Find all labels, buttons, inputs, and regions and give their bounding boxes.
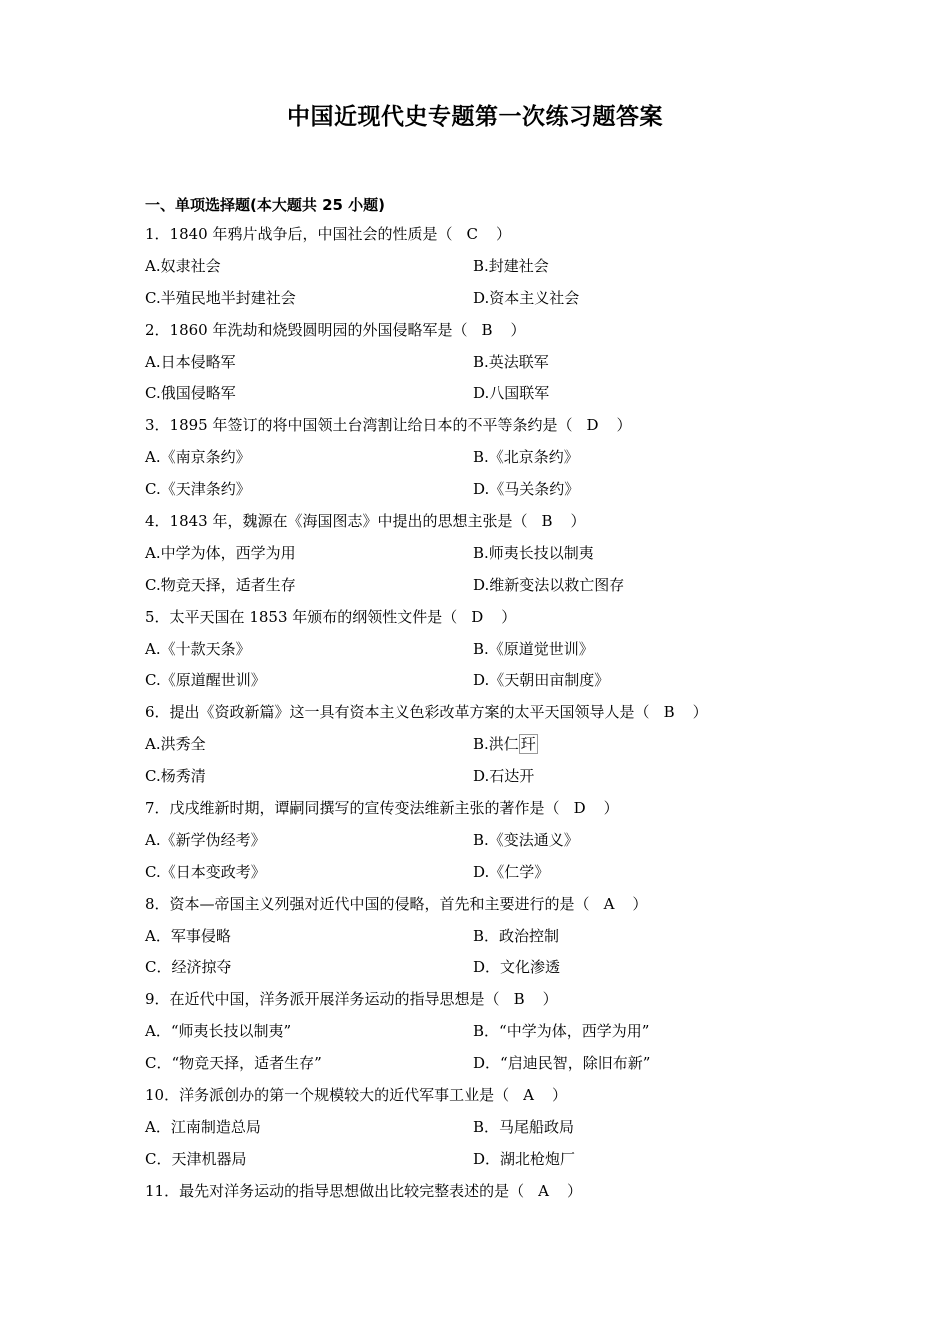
answer-letter: A	[603, 894, 615, 913]
question-11	[145, 1176, 825, 1208]
question-number: 2．	[145, 320, 170, 339]
option-b: B.《原道觉世训》	[473, 639, 594, 658]
close-paren: ）	[495, 225, 511, 243]
option-c: C．“物竞天择，适者生存”	[145, 1054, 322, 1073]
question-9	[145, 984, 825, 1016]
option-d: D．湖北枪炮厂	[473, 1149, 576, 1168]
question-2	[145, 315, 825, 347]
close-paren: ）	[510, 320, 526, 339]
question-1	[145, 219, 825, 251]
option-b: B.《北京条约》	[473, 448, 579, 467]
option-c: C.半殖民地半封建社会	[145, 288, 296, 307]
option-row	[145, 761, 825, 793]
question-text: 在近代中国，洋务派开展洋务运动的指导思想是（	[169, 990, 500, 1009]
option-d: D.八国联军	[473, 384, 550, 403]
question-8	[145, 889, 825, 921]
option-row	[145, 1048, 825, 1080]
option-c: C．经济掠夺	[145, 958, 232, 977]
question-text: 戊戌维新时期，谭嗣同撰写的宣传变法维新主张的著作是（	[169, 799, 560, 818]
option-b: B．“中学为体，西学为用”	[473, 1022, 650, 1041]
option-a: A.中学为体，西学为用	[145, 543, 296, 562]
option-row	[145, 378, 825, 410]
close-paren: ）	[632, 894, 648, 913]
close-paren: ）	[570, 512, 586, 531]
close-paren: ）	[692, 703, 708, 722]
option-row	[145, 634, 825, 666]
option-row	[145, 1016, 825, 1048]
question-10	[145, 1080, 825, 1112]
option-row	[145, 729, 825, 761]
answer-letter: B	[481, 320, 493, 339]
question-number: 10．	[145, 1086, 180, 1105]
option-b: B．马尾船政局	[473, 1117, 575, 1136]
option-d: D.《仁学》	[473, 862, 550, 881]
question-number: 9．	[145, 990, 170, 1009]
answer-letter: C	[466, 225, 478, 243]
question-number: 5．	[145, 607, 170, 626]
question-text: 洋务派创办的第一个规模较大的近代军事工业是（	[179, 1086, 510, 1105]
option-c: C.杨秀清	[145, 767, 206, 786]
close-paren: ）	[551, 1086, 567, 1105]
option-row	[145, 251, 825, 283]
option-d: D．“启迪民智，除旧布新”	[473, 1054, 651, 1073]
option-row	[145, 442, 825, 474]
option-row	[145, 952, 825, 984]
question-text: 资本—帝国主义列强对近代中国的侵略，首先和主要进行的是（	[169, 894, 590, 913]
option-b: B.《变法通义》	[473, 830, 579, 849]
option-row	[145, 538, 825, 570]
close-paren: ）	[616, 416, 632, 435]
option-a: A.《新学伪经考》	[145, 830, 266, 849]
option-row	[145, 283, 825, 315]
option-c: C.物竞天择，适者生存	[145, 575, 296, 594]
question-number: 8．	[145, 894, 170, 913]
option-a: A．江南制造总局	[145, 1117, 261, 1136]
option-c: C.《天津条约》	[145, 480, 251, 499]
close-paren: ）	[603, 799, 619, 818]
option-b: B.英法联军	[473, 352, 549, 371]
option-d: D.维新变法以救亡图存	[473, 575, 625, 594]
option-a: A.日本侵略军	[145, 352, 236, 371]
question-list	[145, 219, 825, 1208]
option-d: D．文化渗透	[473, 958, 561, 977]
option-row	[145, 921, 825, 953]
question-7	[145, 793, 825, 825]
boxed-character: 玕	[520, 735, 536, 754]
page-title: 中国近现代史专题第一次练习题答案	[287, 104, 663, 130]
question-3	[145, 410, 825, 442]
close-paren: ）	[501, 607, 517, 626]
option-row	[145, 1144, 825, 1176]
option-c: C．天津机器局	[145, 1149, 247, 1168]
option-row	[145, 857, 825, 889]
answer-letter: B	[541, 512, 553, 531]
question-text: 1840 年鸦片战争后，中国社会的性质是（	[169, 225, 453, 243]
question-number: 6．	[145, 703, 170, 722]
option-row	[145, 570, 825, 602]
option-b: B．政治控制	[473, 926, 560, 945]
option-row	[145, 474, 825, 506]
question-text: 1895 年签订的将中国领土台湾割让给日本的不平等条约是（	[169, 416, 573, 435]
option-b: B.师夷长技以制夷	[473, 543, 594, 562]
question-number: 1．	[145, 225, 170, 243]
answer-letter: A	[538, 1181, 549, 1200]
option-row	[145, 825, 825, 857]
question-text: 提出《资政新篇》这一具有资本主义色彩改革方案的太平天国领导人是（	[169, 703, 650, 722]
answer-letter: B	[513, 990, 525, 1009]
option-a: A．军事侵略	[145, 926, 231, 945]
question-6	[145, 697, 825, 729]
option-b: B.封建社会	[473, 256, 549, 275]
option-row	[145, 347, 825, 379]
option-b	[473, 729, 538, 761]
question-5	[145, 602, 825, 634]
option-a: A.奴隶社会	[145, 256, 221, 275]
option-a: A.《南京条约》	[145, 448, 251, 467]
option-d: D.资本主义社会	[473, 288, 580, 307]
question-number: 11．	[145, 1181, 180, 1200]
question-text: 1843 年，魏源在《海国图志》中提出的思想主张是（	[169, 512, 528, 531]
answer-letter: D	[586, 416, 599, 435]
option-d: D.石达开	[473, 767, 535, 786]
option-b-text: B.洪仁	[473, 735, 519, 754]
question-4	[145, 506, 825, 538]
answer-letter: D	[573, 799, 586, 818]
option-c: C.俄国侵略军	[145, 384, 236, 403]
option-d: D.《天朝田亩制度》	[473, 671, 610, 690]
option-a: A.洪秀全	[145, 735, 206, 754]
close-paren: ）	[542, 990, 558, 1009]
question-text: 最先对洋务运动的指导思想做出比较完整表述的是（	[179, 1181, 525, 1200]
option-row	[145, 665, 825, 697]
option-d: D.《马关条约》	[473, 480, 580, 499]
question-number: 3．	[145, 416, 170, 435]
question-number: 7．	[145, 799, 170, 818]
question-text: 1860 年洗劫和烧毁圆明园的外国侵略军是（	[169, 320, 468, 339]
answer-letter: B	[663, 703, 675, 722]
answer-letter: D	[471, 607, 484, 626]
question-number: 4．	[145, 512, 170, 531]
option-a: A．“师夷长技以制夷”	[145, 1022, 292, 1041]
option-row	[145, 1112, 825, 1144]
section-heading: 一、单项选择题(本大题共 25 小题)	[145, 196, 386, 214]
answer-letter: A	[523, 1086, 534, 1105]
option-a: A.《十款天条》	[145, 639, 251, 658]
option-c: C.《日本变政考》	[145, 862, 266, 881]
option-c: C.《原道醒世训》	[145, 671, 266, 690]
question-text: 太平天国在 1853 年颁布的纲领性文件是（	[169, 607, 458, 626]
close-paren: ）	[566, 1181, 582, 1200]
